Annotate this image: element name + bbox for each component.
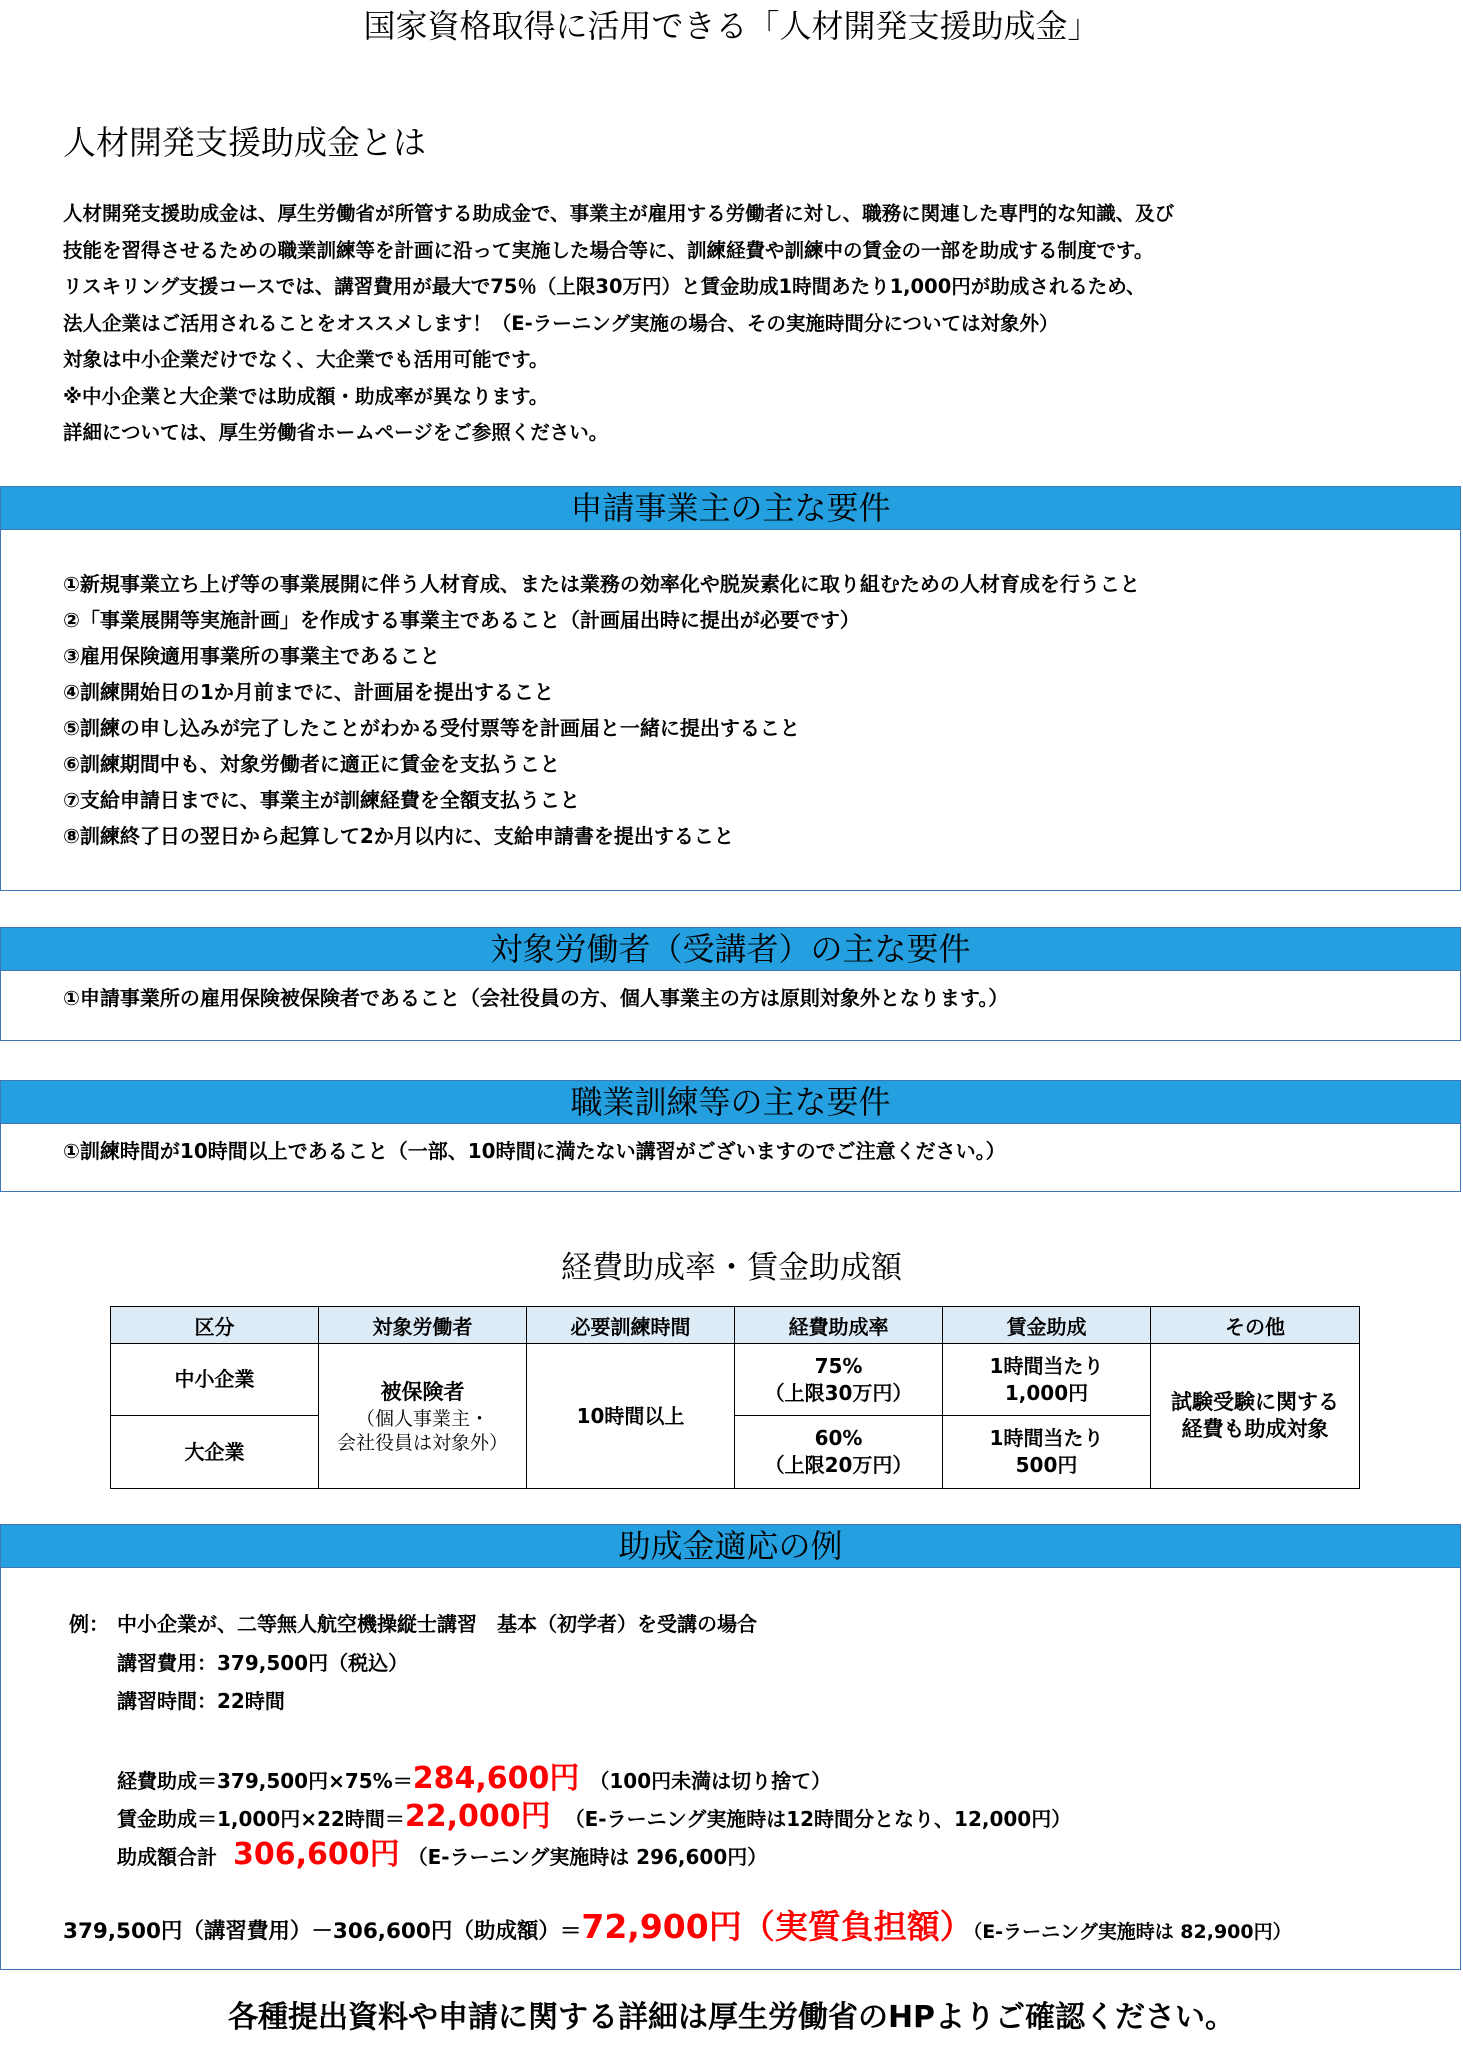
employer-requirements-box — [0, 486, 1461, 891]
worker-note: 会社役員は対象外） — [336, 1432, 508, 1454]
example-cost-line — [117, 1759, 831, 1801]
other-line: 経費も助成対象 — [1181, 1417, 1329, 1441]
cost-formula: 経費助成＝379,500円×75%＝ — [117, 1769, 413, 1793]
example-case-label: 例： — [69, 1612, 109, 1636]
intro-heading: 人材開発支援助成金とは — [63, 123, 426, 162]
list-item: ①新規事業立ち上げ等の事業展開に伴う人材育成、または業務の効率化や脱炭素化に取り組むための人材育成を行うこと — [63, 572, 1140, 596]
example-wage-line — [117, 1797, 1071, 1839]
rates-table — [110, 1306, 1360, 1489]
list-item: ④訓練開始日の1か月前までに、計画届を提出すること — [63, 680, 554, 704]
intro-line: 技能を習得させるための職業訓練等を計画に沿って実施した場合等に、訓練経費や訓練中の賃金の一部を助成する制度です。 — [63, 238, 1154, 262]
table-header-cell: 賃金助成 — [943, 1307, 1151, 1344]
worker-note: （個人事業主・ — [355, 1408, 489, 1430]
cost-amount: 284,600円 — [412, 1761, 580, 1796]
page-title: 国家資格取得に活用できる「人材開発支援助成金」 — [363, 7, 1100, 45]
list-item: ⑥訓練期間中も、対象労働者に適正に賃金を支払うこと — [63, 752, 560, 776]
net-formula: 379,500円（講習費用）－306,600円（助成額）＝ — [63, 1919, 582, 1944]
example-header: 助成金適応の例 — [1, 1525, 1460, 1568]
rate-cap: （上限20万円） — [764, 1453, 913, 1477]
intro-line: 法人企業はご活用されることをオススメします！（E-ラーニング実施の場合、その実施時間分については対象外） — [63, 311, 1059, 335]
example-fee: 講習費用：379,500円（税込） — [117, 1651, 409, 1675]
worker-requirements-header: 対象労働者（受講者）の主な要件 — [1, 928, 1460, 971]
rate-cap: （上限30万円） — [764, 1380, 913, 1405]
list-item: ⑧訓練終了日の翌日から起算して2か月以内に、支給申請書を提出すること — [63, 824, 734, 848]
intro-line: 人材開発支援助成金は、厚生労働省が所管する助成金で、事業主が雇用する労働者に対し、職務に関連した専門的な知識、及び — [63, 202, 1175, 225]
rate-cell — [735, 1344, 943, 1416]
net-amount: 72,900円（実質負担額） — [581, 1907, 973, 1946]
total-amount: 306,600円 — [233, 1837, 400, 1872]
rate-value: 75% — [814, 1353, 863, 1378]
wage-amount: 22,000円 — [404, 1799, 551, 1834]
wage-note: （E-ラーニング実施時は12時間分となり、12,000円） — [564, 1807, 1072, 1831]
intro-line: 詳細については、厚生労働省ホームページをご参照ください。 — [63, 421, 609, 444]
rate-cell — [735, 1416, 943, 1489]
category-cell: 中小企業 — [111, 1344, 319, 1416]
intro-text — [63, 196, 1174, 452]
footer-note: 各種提出資料や申請に関する詳細は厚生労働省のHPよりご確認ください。 — [227, 2000, 1236, 2035]
list-item: ⑦支給申請日までに、事業主が訓練経費を全額支払うこと — [63, 788, 580, 812]
table-header-cell: その他 — [1151, 1307, 1360, 1344]
table-header-cell: 区分 — [111, 1307, 319, 1344]
table-row — [111, 1344, 1360, 1416]
cost-note: （100円未満は切り捨て） — [589, 1769, 832, 1793]
table-header-row — [111, 1307, 1360, 1344]
training-requirements-header: 職業訓練等の主な要件 — [1, 1081, 1460, 1124]
rates-title: 経費助成率・賃金助成額 — [561, 1250, 902, 1286]
worker-cell — [319, 1344, 527, 1489]
intro-line: ※中小企業と大企業では助成額・助成率が異なります。 — [63, 384, 549, 408]
worker-requirements-box — [0, 927, 1461, 1041]
example-net-line — [63, 1905, 1292, 1954]
example-hours: 講習時間：22時間 — [117, 1689, 285, 1713]
total-note: （E-ラーニング実施時は 296,600円） — [407, 1845, 768, 1869]
list-item: ③雇用保険適用事業所の事業主であること — [63, 644, 440, 668]
wage-label: 1時間当たり — [989, 1426, 1104, 1450]
wage-value: 1,000円 — [1004, 1380, 1089, 1405]
table-header-cell: 経費助成率 — [735, 1307, 943, 1344]
rate-value: 60% — [814, 1426, 863, 1450]
list-item: ②「事業展開等実施計画」を作成する事業主であること（計画届出時に提出が必要です） — [63, 608, 860, 632]
example-box — [0, 1524, 1461, 1970]
example-total-line — [117, 1835, 767, 1877]
employer-requirements-list — [63, 566, 1140, 854]
wage-value: 500円 — [1015, 1453, 1078, 1477]
list-item: ⑤訓練の申し込みが完了したことがわかる受付票等を計画届と一緒に提出すること — [63, 716, 800, 740]
training-requirement-item: ①訓練時間が10時間以上であること（一部、10時間に満たない講習がございますのでご注意ください。） — [63, 1139, 1006, 1163]
wage-label: 1時間当たり — [989, 1353, 1104, 1378]
other-line: 試験受験に関する — [1171, 1390, 1339, 1414]
intro-line: リスキリング支援コースでは、講習費用が最大で75％（上限30万円）と賃金助成1時間あたり1,000円が助成されるため、 — [63, 275, 1146, 298]
training-requirements-box — [0, 1080, 1461, 1192]
example-case: 中小企業が、二等無人航空機操縦士講習 基本（初学者）を受講の場合 — [117, 1612, 757, 1636]
employer-requirements-header: 申請事業主の主な要件 — [1, 487, 1460, 530]
category-cell: 大企業 — [111, 1416, 319, 1489]
table-header-cell: 必要訓練時間 — [527, 1307, 735, 1344]
intro-line: 対象は中小企業だけでなく、大企業でも活用可能です。 — [63, 348, 549, 371]
total-label: 助成額合計 — [117, 1845, 217, 1869]
wage-cell — [943, 1344, 1151, 1416]
worker-main: 被保険者 — [380, 1380, 465, 1404]
hours-cell: 10時間以上 — [527, 1344, 735, 1489]
wage-formula: 賃金助成＝1,000円×22時間＝ — [117, 1807, 405, 1831]
other-cell — [1151, 1344, 1360, 1489]
worker-requirement-item: ①申請事業所の雇用保険被保険者であること（会社役員の方、個人事業主の方は原則対象外となります。） — [63, 986, 1009, 1010]
wage-cell — [943, 1416, 1151, 1489]
table-header-cell: 対象労働者 — [319, 1307, 527, 1344]
net-note: （E-ラーニング実施時は 82,900円） — [972, 1921, 1292, 1943]
